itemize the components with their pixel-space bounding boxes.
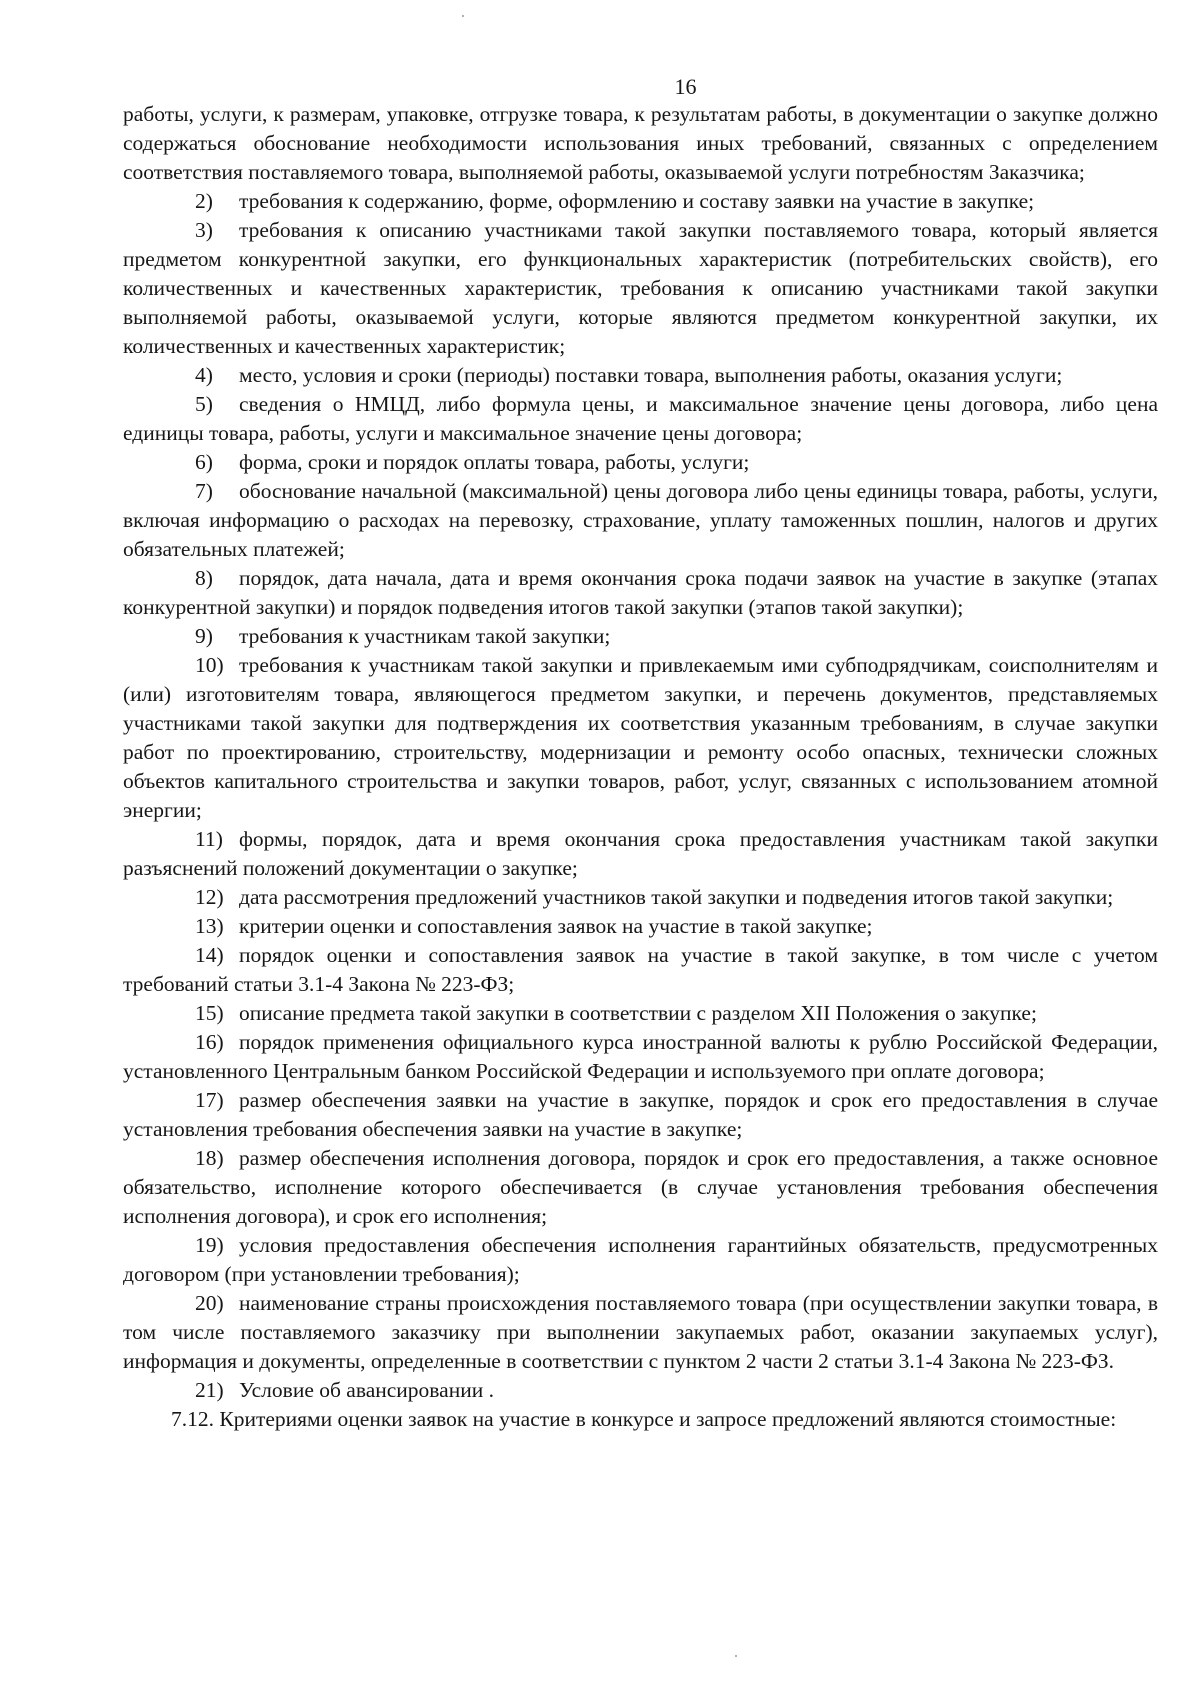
list-item-text: размер обеспечения исполнения договора, порядок и срок его предоставления, а также основное обязательство, исполнение которого обеспечивается (в случае установления требования обеспечения исполнения договора), и срок его исполнения; — [123, 1146, 1158, 1228]
list-item-text: форма, сроки и порядок оплаты товара, работы, услуги; — [239, 450, 750, 474]
list-item-text: описание предмета такой закупки в соответствии с разделом XII Положения о закупке; — [239, 1001, 1037, 1025]
list-item-number: 19) — [195, 1233, 224, 1257]
scan-speck — [462, 15, 464, 17]
list-item-text: порядок применения официального курса иностранной валюты к рублю Российской Федерации, установленного Центральным банком Российской Федерации и используемого при оплате договора; — [123, 1030, 1158, 1083]
list-item-number: 12) — [195, 885, 224, 909]
list-item — [123, 912, 1158, 941]
list-item-text: порядок оценки и сопоставления заявок на участие в такой закупке, в том числе с учетом требований статьи 3.1-4 Закона № 223-ФЗ; — [123, 943, 1158, 996]
list-item-text: требования к описанию участниками такой закупки поставляемого товара, который является предметом конкурентной закупки, его функциональных характеристик (потребительских свойств), его количественных и качественных характеристик, требования к описанию участниками такой закупки выполняемой работы, оказываемой услуги, которые являются предметом конкурентной закупки, их количественных и качественных характеристик; — [123, 218, 1158, 358]
list-item-text: размер обеспечения заявки на участие в закупке, порядок и срок его предоставления в случае установления требования обеспечения заявки на участие в закупке; — [123, 1088, 1158, 1141]
list-item — [123, 448, 1158, 477]
intro-paragraph: работы, услуги, к размерам, упаковке, отгрузке товара, к результатам работы, в документации о закупке должно содержаться обоснование необходимости использования иных требований, связанных с определением соответствия поставляемого товара, выполняемой работы, оказываемой услуги потребностям Заказчика; — [123, 102, 1158, 184]
list-item-text: Условие об авансировании . — [239, 1378, 494, 1402]
list-item — [123, 999, 1158, 1028]
page-number: 16 — [674, 74, 697, 99]
list-item-number: 5) — [195, 392, 213, 416]
list-item-number: 15) — [195, 1001, 224, 1025]
list-item-text: дата рассмотрения предложений участников такой закупки и подведения итогов такой закупки; — [239, 885, 1114, 909]
section-7-12: 7.12. Критериями оценки заявок на участие в конкурсе и запросе предложений являются стоимостные: — [171, 1407, 1117, 1431]
list-item-number: 21) — [195, 1378, 224, 1402]
list-item-text: требования к участникам такой закупки и привлекаемым ими субподрядчикам, соисполнителям и (или) изготовителям товара, являющегося предметом закупки, и перечень документов, представляемых участниками такой закупки для подтверждения их соответствия указанным требованиям, в случае закупки работ по проектированию, строительству, модернизации и ремонту особо опасных, технически сложных объектов капитального строительства и закупки товаров, работ, услуг, связанных с использованием атомной энергии; — [123, 653, 1158, 822]
list-item-text: требования к содержанию, форме, оформлению и составу заявки на участие в закупке; — [239, 189, 1035, 213]
list-item-text: условия предоставления обеспечения исполнения гарантийных обязательств, предусмотренных договором (при установлении требования); — [123, 1233, 1158, 1286]
list-item-number: 18) — [195, 1146, 224, 1170]
list-item — [123, 216, 1158, 361]
list-item-text: порядок, дата начала, дата и время окончания срока подачи заявок на участие в закупке (этапах конкурентной закупки) и порядок подведения итогов такой закупки (этапов такой закупки); — [123, 566, 1158, 619]
list-item-number: 4) — [195, 363, 213, 387]
list-item-number: 9) — [195, 624, 213, 648]
list-item — [123, 1289, 1158, 1376]
list-item-text: критерии оценки и сопоставления заявок на участие в такой закупке; — [239, 914, 873, 938]
list-item — [123, 883, 1158, 912]
list-item-number: 17) — [195, 1088, 224, 1112]
list-item — [123, 361, 1158, 390]
list-item — [123, 1376, 1158, 1405]
list-item-number: 20) — [195, 1291, 224, 1315]
list-item — [123, 564, 1158, 622]
list-item — [123, 1231, 1158, 1289]
list-item-number: 14) — [195, 943, 224, 967]
scan-speck — [735, 1655, 737, 1657]
list-item — [123, 825, 1158, 883]
list-item — [123, 941, 1158, 999]
list-item-number: 7) — [195, 479, 213, 503]
list-item-number: 13) — [195, 914, 224, 938]
list-item-text: обоснование начальной (максимальной) цены договора либо цены единицы товара, работы, услуги, включая информацию о расходах на перевозку, страхование, уплату таможенных пошлин, налогов и других обязательных платежей; — [123, 479, 1158, 561]
list-item — [123, 1028, 1158, 1086]
list-item-text: требования к участникам такой закупки; — [239, 624, 611, 648]
list-item-number: 16) — [195, 1030, 224, 1054]
list-item-text: место, условия и сроки (периоды) поставки товара, выполнения работы, оказания услуги; — [239, 363, 1063, 387]
list-item-text: сведения о НМЦД, либо формула цены, и максимальное значение цены договора, либо цена единицы товара, работы, услуги и максимальное значение цены договора; — [123, 392, 1158, 445]
list-item — [123, 1144, 1158, 1231]
list-item — [123, 651, 1158, 825]
list-item-number: 6) — [195, 450, 213, 474]
list-item-number: 3) — [195, 218, 213, 242]
list-item-number: 11) — [195, 827, 223, 851]
list-item — [123, 1086, 1158, 1144]
requirements-list — [123, 187, 1158, 1405]
list-item-text: наименование страны происхождения поставляемого товара (при осуществлении закупки товара, в том числе поставляемого заказчику при выполнении закупаемых работ, оказании закупаемых услуг), информация и документы, определенные в соответствии с пунктом 2 части 2 статьи 3.1-4 Закона № 223-ФЗ. — [123, 1291, 1158, 1373]
list-item-number: 8) — [195, 566, 213, 590]
list-item — [123, 390, 1158, 448]
document-body — [123, 100, 1158, 1434]
list-item-text: формы, порядок, дата и время окончания срока предоставления участникам такой закупки разъяснений положений документации о закупке; — [123, 827, 1158, 880]
list-item — [123, 622, 1158, 651]
list-item-number: 10) — [195, 653, 224, 677]
list-item-number: 2) — [195, 189, 213, 213]
list-item — [123, 477, 1158, 564]
list-item — [123, 187, 1158, 216]
